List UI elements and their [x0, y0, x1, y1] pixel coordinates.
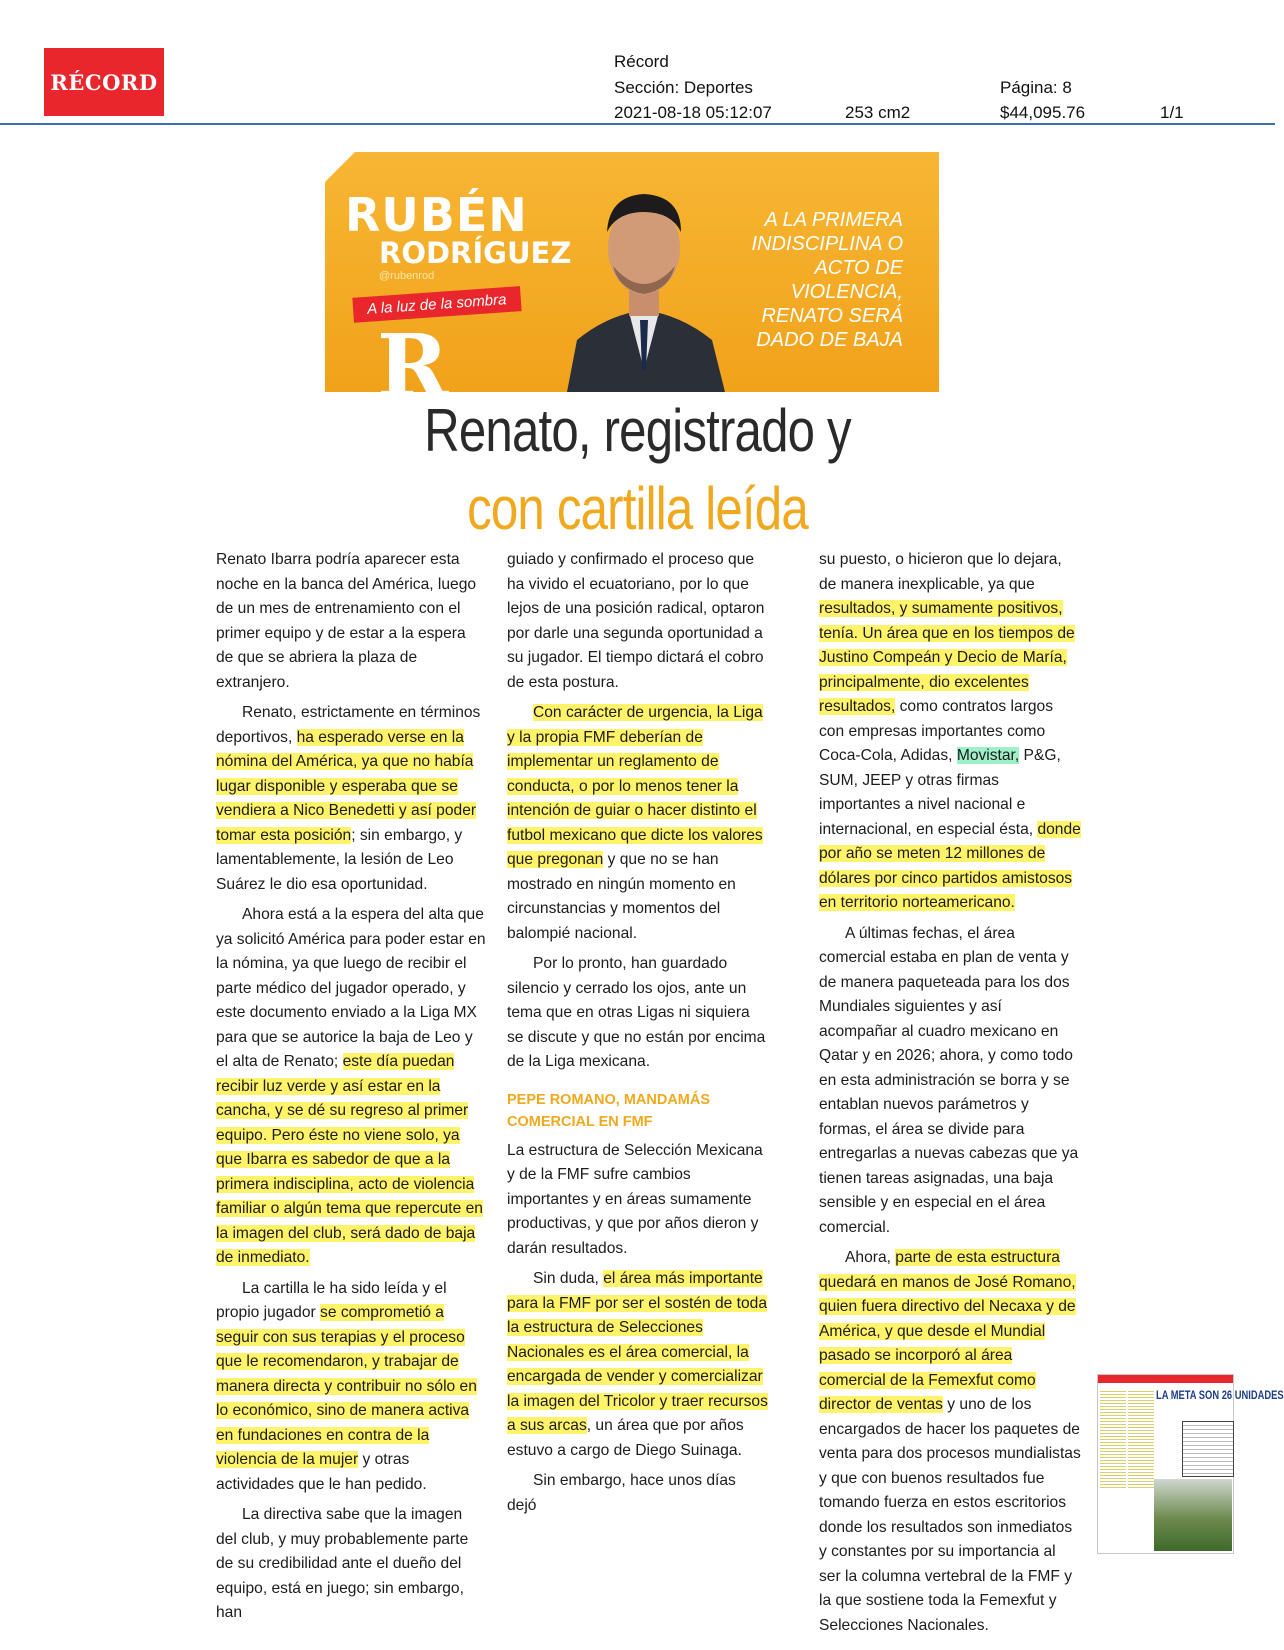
clip-area: 253 cm2	[845, 103, 911, 122]
highlighted-text: Con carácter de urgencia, la Liga y la propia FMF deberían de implementar un reglamento de conducta, o por lo menos tener la intención de guiar o hacer distinto el futbol mexicano que dicte los valores que pregonan	[507, 704, 763, 868]
header-rule	[0, 123, 1275, 125]
paragraph: Renato, estrictamente en términos deportivos, ha esperado verse en la nómina del América, ya que no había lugar disponible y esperaba que se vendiera a Nico Benedetti y así poder tomar esta posición; sin embargo, y lamentablemente, la lesión de Leo Suárez le dio esa oportunidad.	[216, 704, 481, 893]
highlighted-text: se comprometió a seguir con sus terapias y el proceso que le recomendaron, y trabajar de manera directa y contribuir no sólo en lo económico, sino de manera activa en fundaciones en contra de la violencia de la mujer	[216, 1304, 477, 1468]
thumbnail-header-bar	[1098, 1375, 1233, 1383]
thumbnail-photo	[1154, 1479, 1232, 1551]
paragraph: guiado y confirmado el proceso que ha vivido el ecuatoriano, por lo que lejos de una posición radical, optaron por darle una segunda oportunidad a su jugador. El tiempo dictará el cobro de esta postura.	[507, 551, 765, 691]
thumbnail-headline: LA META SON 26 UNIDADES	[1156, 1388, 1284, 1402]
paragraph: La estructura de Selección Mexicana y de la FMF sufre cambios importantes y en áreas sumamente productivas, y que por años dieron y darán resultados.	[507, 1141, 763, 1257]
subheading: PEPE ROMANO, MANDAMÁS COMERCIAL EN FMF	[507, 1091, 711, 1130]
paragraph: Con carácter de urgencia, la Liga y la propia FMF deberían de implementar un reglamento de conducta, o por lo menos tener la intención de guiar o hacer distinto el futbol mexicano que dicte los valores que pregonan y que no se han mostrado en ningún momento en circunstancias y momentos del balompié nacional.	[507, 704, 763, 942]
headline-line1: Renato, registrado y	[424, 397, 851, 464]
section-label: Sección: Deportes	[614, 78, 753, 97]
columnist-handle: @rubenrod	[379, 270, 435, 282]
ad-value: $44,095.76	[1000, 103, 1086, 122]
paragraph: Ahora está a la espera del alta que ya solicitó América para poder estar en la nómina, ya que luego de recibir el parte médico del jugador operado, y este documento enviado a la Liga MX para que se autorice la baja de Leo y el alta de Renato; este día puedan recibir luz verde y así estar en la cancha, y se dé su regreso al primer equipo. Pero éste no viene solo, ya que Ibarra es sabedor de que a la primera indisciplina, acto de violencia familiar o algún tema que repercute en la imagen del club, será dado de baja de inmediato.	[216, 906, 486, 1266]
highlighted-text: ha esperado verse en la nómina del América, ya que no había lugar disponible y esperaba que se vendiera a Nico Benedetti y así poder tomar esta posición	[216, 728, 477, 844]
paragraph: La directiva sabe que la imagen del club, y muy probablemente parte de su credibilidad ante el dueño del equipo, está en juego; sin embargo, han	[216, 1506, 469, 1621]
banner-notch	[325, 152, 355, 182]
pull-quote: A LA PRIMERA INDISCIPLINA O ACTO DE VIOLENCIA, RENATO SERÁ DADO DE BAJA	[751, 209, 903, 351]
headline-line2: con cartilla leída	[467, 475, 808, 542]
timestamp: 2021-08-18 05:12:07	[614, 103, 772, 122]
columnist-first-name: RUBÉN	[345, 188, 528, 242]
paragraph: Renato Ibarra podría aparecer esta noche en la banca del América, luego de un mes de entrenamiento con el primer equipo y de estar a la espera de que se abriera la plaza de extranjero.	[216, 551, 477, 691]
highlighted-brand: Movistar,	[956, 747, 1020, 764]
paragraph: su puesto, o hicieron que lo dejara, de manera inexplicable, ya que resultados, y sumamente positivos, tenía. Un área que en los tiempos de Justino Compeán y Decio de María, principalmente, dio excelentes resultados, como contratos largos con empresas importantes como Coca-Cola, Adidas, Movistar, P&G, SUM, JEEP y otras firmas importantes a nivel nacional e internacional, en especial ésta, donde por año se meten 12 millones de dólares por cinco partidos amistosos en territorio norteamericano.	[819, 551, 1081, 911]
article-column-3	[819, 548, 1081, 1644]
columnist-last-name: RODRÍGUEZ	[379, 236, 572, 270]
record-r-mark: R	[377, 316, 449, 417]
thumbnail-table	[1182, 1421, 1234, 1477]
thumbnail-text-column	[1100, 1389, 1126, 1489]
page-thumbnail	[1097, 1374, 1284, 1554]
paragraph: La cartilla le ha sido leída y el propio jugador se comprometió a seguir con sus terapias y el proceso que le recomendaron, y trabajar de manera directa y contribuir no sólo en lo económico, sino de manera activa en fundaciones en contra de la violencia de la mujer y otras actividades que le han pedido.	[216, 1279, 477, 1493]
highlighted-text: resultados, y sumamente positivos, tenía. Un área que en los tiempos de Justino Compeán y Decio de María, principalmente, dio excelentes resultados,	[819, 600, 1075, 715]
highlighted-text: donde por año se meten 12 millones de dólares por cinco partidos amistosos en territorio norteamericano.	[819, 820, 1081, 911]
brand-logo	[44, 48, 164, 116]
highlighted-text: parte de esta estructura quedará en manos de José Romano, quien fuera directivo del Necaxa y de América, y que desde el Mundial pasado se incorporó al área comercial de la Femexfut como director de ventas	[819, 1249, 1076, 1413]
article-column-2	[507, 548, 769, 1524]
highlighted-text: este día puedan recibir luz verde y así estar en la cancha, y se dé su regreso al primer equipo. Pero éste no viene solo, ya que Ibarra es sabedor de que a la primera indisciplina, acto de violencia familiar o algún tema que repercute en la imagen del club, será dado de baja de inmediato.	[216, 1053, 483, 1266]
brand-logo-text: RÉCORD	[50, 69, 158, 95]
page-number: Página: 8	[1000, 78, 1072, 97]
article-column-1	[216, 548, 486, 1632]
paragraph: Sin duda, el área más importante para la FMF por ser el sostén de toda la estructura de Selecciones Nacionales es el área comercial, la encargada de vender y comercializar la imagen del Tricolor y traer recursos a sus arcas, un área que por años estuvo a cargo de Diego Suinaga.	[507, 1270, 768, 1459]
thumbnail-text-column	[1128, 1389, 1154, 1489]
columnist-banner	[325, 152, 939, 417]
publication-name: Récord	[614, 52, 669, 71]
highlighted-text: el área más importante para la FMF por ser el sostén de toda la estructura de Selecciones Nacionales es el área comercial, la encargada de vender y comercializar la imagen del Tricolor y traer recursos a sus arcas	[507, 1270, 768, 1434]
page-count: 1/1	[1160, 103, 1184, 122]
paragraph: Sin embargo, hace unos días dejó	[507, 1472, 736, 1514]
paragraph: Por lo pronto, han guardado silencio y cerrado los ojos, ante un tema que en otras Ligas ni siquiera se discute y que no están por encima de la Liga mexicana.	[507, 955, 766, 1070]
paragraph: Ahora, parte de esta estructura quedará en manos de José Romano, quien fuera directivo del Necaxa y de América, y que desde el Mundial pasado se incorporó al área comercial de la Femexfut como director de ventas y uno de los encargados de hacer los paquetes de venta para dos procesos mundialistas y que con buenos resultados fue tomando fuerza en estos escritorios donde los resultados son inmediatos y constantes por su importancia al ser la columna vertebral de la FMF y la que sostiene toda la Femexfut y Selecciones Nacionales.	[819, 1249, 1081, 1634]
column-tag: A la luz de la sombra	[352, 286, 521, 323]
paragraph: A últimas fechas, el área comercial estaba en plan de venta y de manera paqueteada para los dos Mundiales siguientes y así acompañar al cuadro mexicano en Qatar y en 2026; ahora, y como todo en esta administración se borra y se entablan nuevos parámetros y formas, el área se divide para entregarlas a nuevas cabezas que ya tienen tareas asignadas, una baja sensible y en especial en el área comercial.	[819, 924, 1079, 1236]
